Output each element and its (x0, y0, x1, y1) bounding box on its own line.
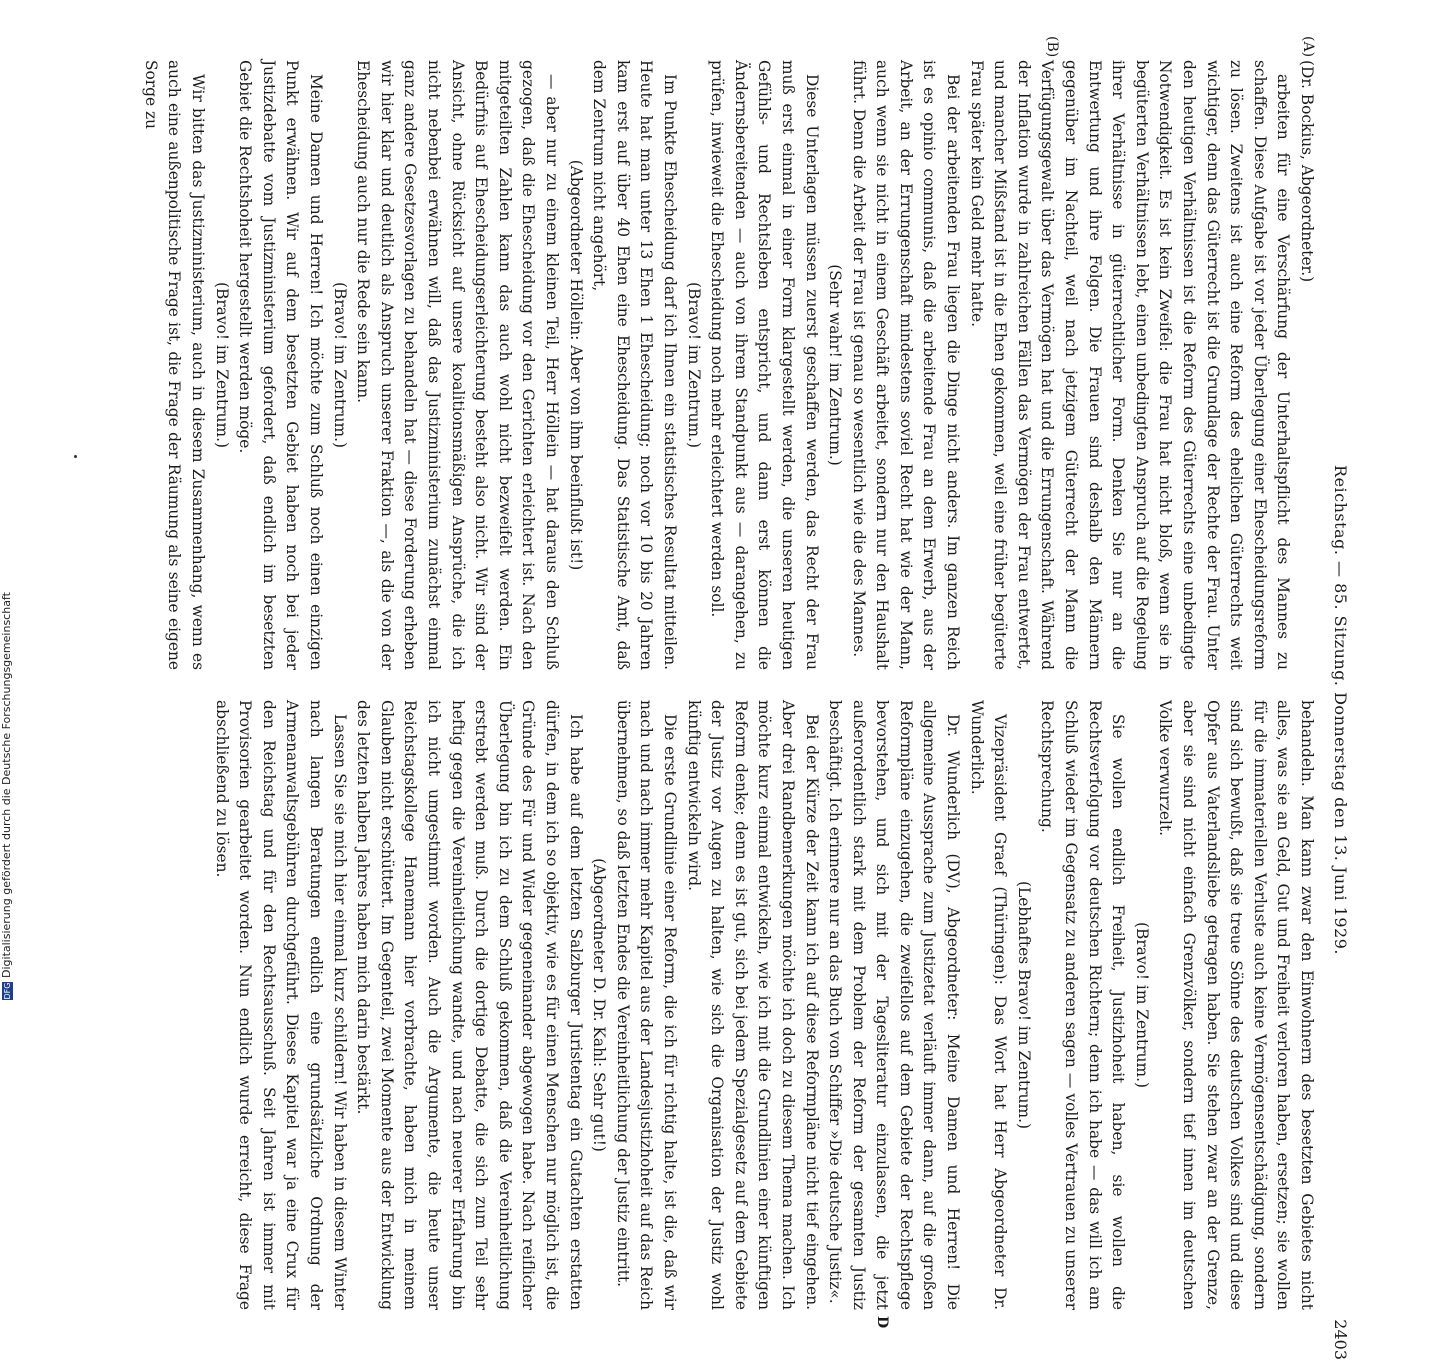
margin-marker-a: (A) (1300, 36, 1316, 58)
right-column-paragraph: Dr. Wunderlich (DV), Abgeordneter: Meine Damen und Herren! Die allgemeine Aussprache zum Justizetat verläuft immer dann, auf die großen Reformpläne einzugehen, die zweifellos auf dem Gebiete der Rechtspflege bevorstehen, und sich mit der Tagesliteratur einzulassen, die jetzt außerordentlich stark mit dem Problem der Reform der gesamten Justiz beschäftigt. Ich erinnere nur an das Buch von Schiffer »Die deutsche Justiz«. (826, 700, 963, 1310)
right-column-paragraph: Vizepräsident Graef (Thüringen): Das Wort hat Herr Abgeordneter Dr. Wunderlich. (967, 700, 1010, 1310)
page-number: 2403 (1331, 1319, 1350, 1360)
margin-marker-b: (B) (1044, 36, 1060, 58)
left-column-paragraph: Bei der arbeitenden Frau liegen die Dinge nicht anders. Im ganzen Reich ist es opinio communis, daß die arbeitende Frau an dem Erwerb, aus der Arbeit, an der Errungenschaft mindestens soviel Recht hat wie der Mann, auch wenn sie nicht in einem Geschäft arbeitet, sondern nur den Haushalt führt. Denn die Arbeit der Frau ist genau so wesentlich wie die des Mannes. (849, 60, 963, 670)
digitization-credit-text: Digitalisierung gefördert durch die Deutsche Forschungsgemeinschaft (0, 592, 13, 978)
right-column-paragraph: (Abgeordneter D. Dr. Kahl: Sehr gut!) (590, 858, 609, 1152)
left-column-paragraph: (Bravo! im Zentrum.) (212, 282, 231, 448)
dfg-logo: DFG (2, 982, 12, 1000)
left-column-paragraph: (Dr. Bockius, Abgeordneter.) (1298, 60, 1316, 283)
page-header (1322, 60, 1350, 1360)
left-column-paragraph: (Bravo! im Zentrum.) (684, 282, 703, 448)
right-column-paragraph: (Bravo! im Zentrum.) (1132, 922, 1151, 1088)
left-column-paragraph: Wir bitten das Justizministerium, auch in diesem Zusammenhang, wenn es auch eine außenpolitische Frage ist, die Frage der Räumung als seine eigene Sorge zu (141, 60, 208, 670)
left-column-paragraph: (Abgeordneter Höllein: Aber von ihm beeinflußt ist!) (566, 159, 585, 571)
page-header-title: Reichstag. — 85. Sitzung. Donnerstag den 13. Juni 1929. (1331, 465, 1350, 955)
left-column-paragraph: Im Punkte Ehescheidung darf ich Ihnen ein statistisches Resultat mitteilen. Heute hat man unter 13 Ehen 1 Ehescheidung; noch vor 10 bis 20 Jahren kam erst auf über 40 Ehen eine Ehescheidung. Das Statistische Amt, daß dem Zentrum nicht angehört, (590, 60, 679, 670)
left-column-paragraph: Diese Unterlagen müssen zuerst geschaffen werden, das Recht der Frau muß erst einmal in einer Form klargestellt werden, die unseren heutigen Gefühls- und Rechtsleben entspricht, und dann erst können die Ändernsbereitenden — auch von ihrem Standpunkt aus — darangehen, zu prüfen, inwieweit die Ehescheidung noch mehr erleichtert werden soll. (708, 60, 821, 670)
right-text-column (209, 700, 1318, 1310)
left-column-paragraph: — aber nur zu einem kleinen Teil, Herr Höllein — hat daraus den Schluß gezogen, daß die Ehescheidung vor den Gerichten erleichtert ist. Nach den mitgeteilten Zahlen kann das auch wohl nicht bezweifelt werden. Ein Bedürfnis auf Ehescheidungserleichterung besteht also nicht. Wir sind der Ansicht, ohne Rücksicht auf unsere koalitionsmäßigen Ansprüche, die ich nicht nebenbei erwähnen will, daß das Justizministerium zunächst einmal ganz andere Gesetzesvorlagen zu behandeln hat — diese Forderung erheben wir hier klar und deutlich als Anspruch unserer Fraktion —, als die von der Ehescheidung auch nur die Rede sein kann. (354, 60, 561, 670)
right-column-paragraph: Lassen Sie sie mich hier einmal kurz schildern! Wir haben in diesem Winter nach langen Beratungen endlich eine grundsätzliche Ordnung der Armenanwaltsgebühren durchgeführt. Dieses Kapitel war ja eine Crux für den Reichstag und für den Rechtsausschuß. Seit Jahren ist immer mit Provisorien gearbeitet worden. Nun endlich wurde erreicht, diese Frage abschließend zu lösen. (212, 700, 349, 1310)
left-text-column (138, 60, 1318, 670)
left-column-paragraph: Meine Damen und Herren! Ich möchte zum Schluß noch einen einzigen Punkt erwähnen. Wir auf dem besetzten Gebiet haben noch bei jeder Justizdebatte vom Justizministerium gefordert, daß endlich im besetzten Gebiet die Rechtshoheit hergestellt werden möge. (236, 60, 326, 670)
margin-marker-d: D (874, 1316, 890, 1329)
right-column-paragraph: Bei der Kürze der Zeit kann ich auf diese Reformpläne nicht tief eingehen. Aber drei Randbemerkungen möchte ich doch zu diesem Thema machen. Ich möchte kurz einmal entwickeln, wie ich mit die Grundlinien einer künftigen Reform denke; denn es ist gut, sich bei jedem Spezialgesetz auf dem Gebiete der Justiz vor Augen zu halten, wie sich die Organisation der Justiz wohl künftig entwickeln wird. (684, 700, 821, 1310)
scan-speck (74, 455, 77, 458)
left-column-paragraph: (Bravo! im Zentrum.) (330, 282, 349, 448)
right-column-paragraph: Ich habe auf dem letzten Salzburger Juristentag ein Gutachten erstatten dürfen, in dem ich so objektiv, wie es für einen Menschen nur möglich ist, die Gründe des Für und Wider gegeneinander abgewogen habe. Nach reiflicher Überlegung bin ich zu dem Schluß gekommen, daß die Vereinheitlichung erstrebt werden muß. Durch die dortige Debatte, die sich zum Teil sehr heftig gegen die Vereinheitlichung wandte, und nach neuerer Erfahrung bin ich nicht umgestimmt worden. Auch die Argumente, die heute unser Reichstagskollege Hanemann hier vorbrachte, haben mich in meinem Glauben nicht erschüttert. Im Gegenteil, zwei Momente aus der Entwicklung des letzten halben Jahres haben mich darin bestärkt. (354, 700, 585, 1310)
right-column-paragraph: Sie wollen endlich Freiheit, Justizhoheit haben, sie wollen die Rechtsverfolgung vor deutschen Richtern; denn ich habe — das will ich am Schluß wieder im Gegensatz zu anderen sagen — volles Vertrauen zu unserer Rechtsprechung. (1038, 700, 1128, 1310)
right-column-paragraph: (Lebhaftes Bravo! im Zentrum.) (1014, 880, 1033, 1129)
right-column-paragraph: behandeln. Man kann zwar den Einwohnern des besetzten Gebietes nicht alles, was sie an Geld, Gut und Freiheit verloren haben, ersetzen; sie wollen für die immateriellen Verluste auch keine Vermögensentschädigung, sondern sind sich bewußt, daß sie treue Söhne des deutschen Volkes sind und diese Opfer aus Vaterlandsliebe getragen haben. Sie stehen zwar an der Grenze, aber sie sind nicht einfach Grenzvölker, sondern tief innen im deutschen Volke verwurzelt. (1156, 700, 1316, 1310)
digitization-credit (0, 0, 20, 1000)
left-column-paragraph: (Sehr wahr! im Zentrum.) (826, 264, 845, 466)
right-column-paragraph: Die erste Grundlinie einer Reform, die ich für richtig halte, ist die, daß wir nach und nach immer mehr Kapitel aus der Landesjustizhoheit auf das Reich übernehmen, so daß letzten Endes die Vereinheitlichung der Justiz eintritt. (613, 700, 679, 1310)
left-column-paragraph: arbeiten für eine Verschärfung der Unterhaltspflicht des Mannes zu schaffen. Diese Aufgabe ist vor jeder Überlegung einer Ehescheidungsreform zu lösen. Zweitens ist auch eine Reform des ehelichen Güterrechts weit wichtiger, denn das Güterrecht ist die Grundlage der Rechte der Frau. Unter den heutigen Verhältnissen ist die Reform des Güterrechts eine unbedingte Notwendigkeit. Es ist kein Zweifel: die Frau hat nicht bloß, wenn sie in begüterten Verhältnissen lebt, einen unbedingten Anspruch auf die Regelung ihrer Verhältnisse in güterrechtlicher Form. Denken Sie nur an die Entwertung und ihre Folgen. Die Frauen sind deshalb den Männern gegenüber im Nachteil, weil nach jetzigem Güterrecht der Mann die Verfügungsgewalt über das Vermögen hat und die Errungenschaft. Während der Inflation wurde in zahlreichen Fällen das Vermögen der Frau entwertet, und mancher Mißstand ist in die Ehen gekommen, weil eine früher begüterte Frau später kein Geld mehr hatte. (967, 60, 1293, 670)
